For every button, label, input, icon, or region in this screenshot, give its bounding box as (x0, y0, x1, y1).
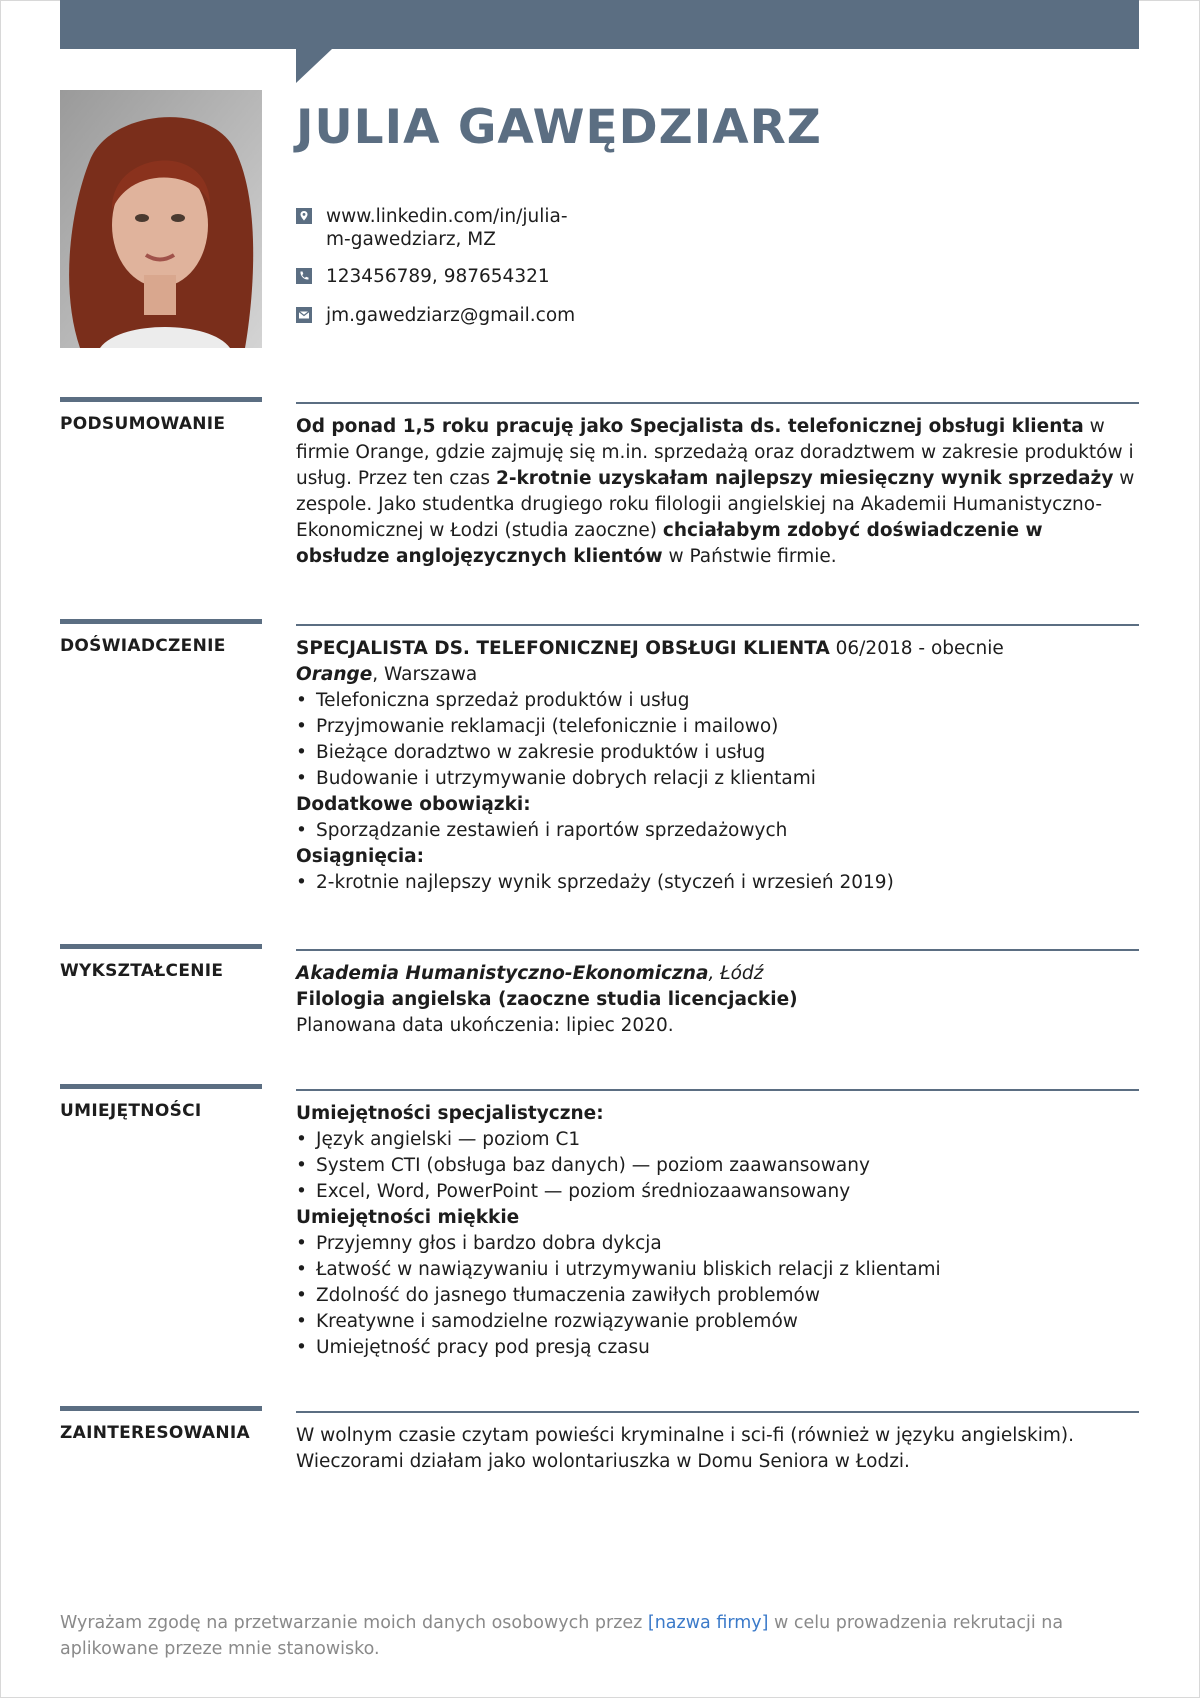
section-bar-experience (60, 619, 262, 624)
job-title: SPECJALISTA DS. TELEFONICZNEJ OBSŁUGI KLIENTA (296, 638, 830, 659)
phone-icon (296, 268, 312, 284)
interests-line-1: W wolnym czasie czytam powieści kryminalne i sci-fi (również w języku angielskim). (296, 1425, 1074, 1446)
section-bar-interests (60, 1406, 262, 1411)
section-divider-interests (296, 1411, 1139, 1413)
section-bar-education (60, 944, 262, 949)
section-divider-summary (296, 402, 1139, 404)
interests-line-2: Wieczorami działam jako wolontariuszka w Domu Seniora w Łodzi. (296, 1451, 910, 1472)
soft-skills-heading: Umiejętności miękkie (296, 1207, 520, 1228)
list-item: • Sporządzanie zestawień i raportów sprzedażowych (296, 818, 1139, 844)
section-bar-skills (60, 1084, 262, 1089)
job-employer (296, 662, 1139, 688)
school-name: Akademia Humanistyczno-Ekonomiczna (296, 963, 709, 984)
company-placeholder: [nazwa firmy] (647, 1613, 769, 1633)
section-divider-education (296, 949, 1139, 951)
achievements-list (296, 870, 1139, 896)
section-title-education: WYKSZTAŁCENIE (60, 961, 224, 981)
contact-phone (296, 265, 616, 288)
list-item: • Zdolność do jasnego tłumaczenia zawiłych problemów (296, 1283, 1139, 1309)
list-item: • Kreatywne i samodzielne rozwiązywanie problemów (296, 1309, 1139, 1335)
job-heading (296, 636, 1139, 662)
job-dates: 06/2018 - obecnie (829, 638, 1004, 659)
location-pin-icon (296, 208, 312, 224)
list-item: • Przyjemny głos i bardzo dobra dykcja (296, 1231, 1139, 1257)
degree: Filologia angielska (zaoczne studia licencjackie) (296, 989, 798, 1010)
list-item: • Excel, Word, PowerPoint — poziom średniozaawansowany (296, 1179, 1139, 1205)
header-notch (296, 49, 332, 83)
linkedin-line-1[interactable]: www.linkedin.com/in/julia- (326, 206, 568, 227)
list-item: • System CTI (obsługa baz danych) — poziom zaawansowany (296, 1153, 1139, 1179)
interests-content (296, 1423, 1139, 1475)
section-title-skills: UMIEJĘTNOŚCI (60, 1101, 202, 1121)
email-address[interactable]: jm.gawedziarz@gmail.com (326, 305, 576, 326)
header-bar (60, 0, 1139, 49)
list-item: • Umiejętność pracy pod presją czasu (296, 1335, 1139, 1361)
list-item: • Telefoniczna sprzedaż produktów i usług (296, 688, 1139, 714)
experience-content (296, 636, 1139, 896)
company-location: , Warszawa (372, 664, 478, 685)
section-bar-summary (60, 397, 262, 402)
list-item: • Język angielski — poziom C1 (296, 1127, 1139, 1153)
list-item: • Budowanie i utrzymywanie dobrych relacji z klientami (296, 766, 1139, 792)
section-title-experience: DOŚWIADCZENIE (60, 636, 226, 656)
education-content (296, 961, 1139, 1039)
company-name: Orange (296, 664, 373, 685)
phone-numbers[interactable]: 123456789, 987654321 (326, 266, 550, 287)
envelope-icon (296, 307, 312, 323)
list-item: • Łatwość w nawiązywaniu i utrzymywaniu bliskich relacji z klientami (296, 1257, 1139, 1283)
gdpr-consent: Wyrażam zgodę na przetwarzanie moich danych osobowych przez [nazwa firmy] w celu prowadzenia rekrutacji na aplikowane przeze mnie stanowisko. (60, 1613, 1064, 1659)
summary-text: Od ponad 1,5 roku pracuję jako Specjalista ds. telefonicznej obsługi klienta w firmie Orange, gdzie zajmuję się m.in. sprzedażą oraz doradztwem w zakresie produktów i usług. Przez ten czas 2-krotnie uzyskałam najlepszy miesięczny wynik sprzedaży w zespole. Jako studentka drugiego roku filologii angielskiej na Akademii Humanistyczno-Ekonomicznej w Łodzi (studia zaoczne) chciałabym zdobyć doświadczenie w obsłudze anglojęzycznych klientów w Państwie firmie. (296, 416, 1135, 567)
section-title-summary: PODSUMOWANIE (60, 414, 226, 434)
graduation-date: Planowana data ukończenia: lipiec 2020. (296, 1015, 674, 1036)
profile-photo (60, 90, 262, 348)
soft-skills-list (296, 1231, 1139, 1361)
linkedin-line-2[interactable]: m-gawedziarz, MZ (326, 229, 496, 250)
extra-duties-heading: Dodatkowe obowiązki: (296, 794, 531, 815)
hard-skills-heading: Umiejętności specjalistyczne: (296, 1103, 604, 1124)
candidate-name: JULIA GAWĘDZIARZ (296, 100, 822, 155)
section-divider-experience (296, 624, 1139, 626)
list-item: • Przyjmowanie reklamacji (telefonicznie i mailowo) (296, 714, 1139, 740)
hard-skills-list (296, 1127, 1139, 1205)
achievements-heading: Osiągnięcia: (296, 846, 425, 867)
portrait-image (60, 90, 262, 348)
section-divider-skills (296, 1089, 1139, 1091)
school-city: , Łódź (708, 963, 764, 984)
section-title-interests: ZAINTERESOWANIA (60, 1423, 250, 1443)
skills-content (296, 1101, 1139, 1361)
list-item: • Bieżące doradztwo w zakresie produktów i usług (296, 740, 1139, 766)
duties-list (296, 688, 1139, 792)
contact-email (296, 304, 616, 327)
contact-linkedin (296, 205, 616, 251)
extra-duties-list (296, 818, 1139, 844)
list-item: • 2-krotnie najlepszy wynik sprzedaży (styczeń i wrzesień 2019) (296, 870, 1139, 896)
